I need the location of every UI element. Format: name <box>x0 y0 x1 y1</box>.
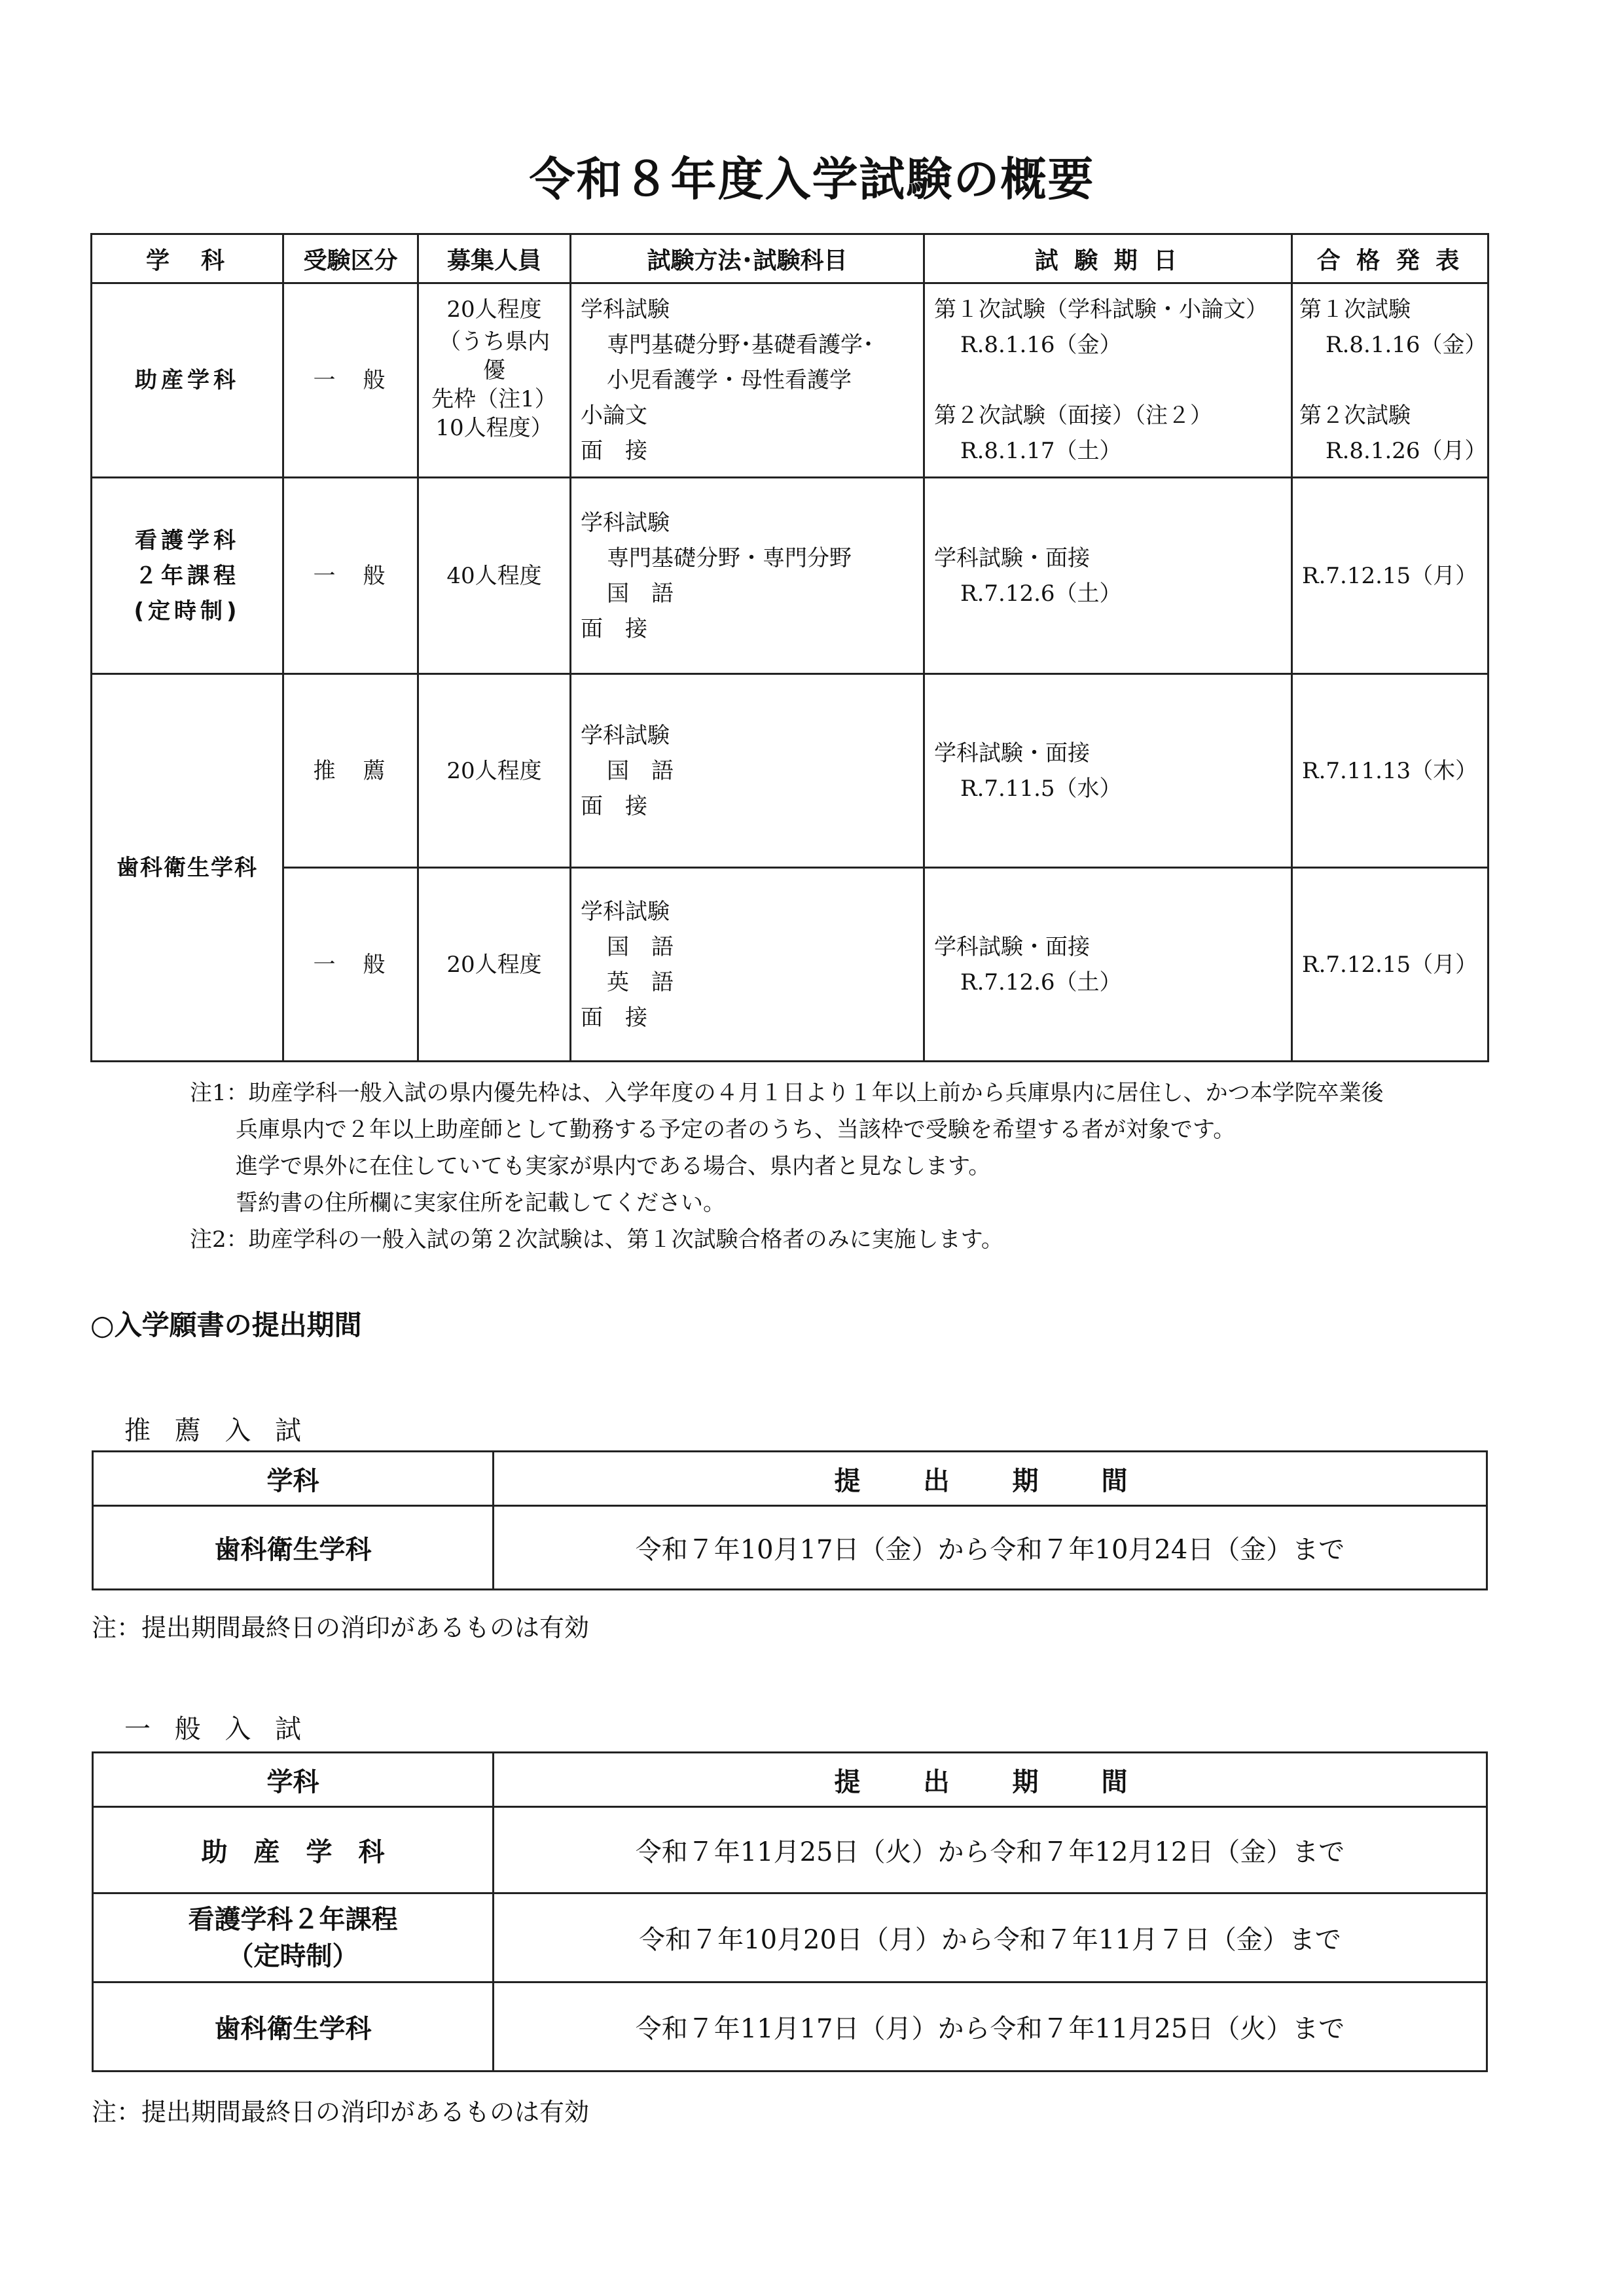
date-line: 第１次試験（学科試験・小論文） <box>934 296 1268 323</box>
general-period-table <box>92 1751 1488 2072</box>
period-cell: 令和７年11月25日（火）から令和７年12月12日（金）まで <box>494 1807 1487 1893</box>
table-row-nursing <box>92 478 1489 674</box>
table-row-midwifery <box>92 283 1489 478</box>
general-header-row <box>93 1753 1487 1807</box>
dept-cell <box>93 1893 494 1982</box>
exam-overview-table <box>90 233 1489 1062</box>
table-row <box>93 1893 1487 1982</box>
overview-notes <box>190 1075 1384 1258</box>
method-dental-general <box>571 868 924 1062</box>
date-line: R.7.11.5（水） <box>960 775 1122 802</box>
category-midwifery: 一 般 <box>283 283 418 478</box>
general-note: 注：提出期間最終日の消印があるものは有効 <box>92 2098 590 2126</box>
capacity-nursing: 40人程度 <box>418 478 571 674</box>
capacity-dental-general: 20人程度 <box>418 868 571 1062</box>
dates-dental-recommend <box>924 674 1292 868</box>
header-dept: 学 科 <box>92 234 283 283</box>
results-midwifery <box>1292 283 1489 478</box>
dept-midwifery: 助産学科 <box>92 283 283 478</box>
category-dental-recommend: 推 薦 <box>283 674 418 868</box>
dates-dental-general <box>924 868 1292 1062</box>
results-dental-general: R.7.12.15（月） <box>1292 868 1489 1062</box>
dept-cell: 歯科衛生学科 <box>93 1982 494 2072</box>
header-dates: 試 験 期 日 <box>924 234 1292 283</box>
results-nursing: R.7.12.15（月） <box>1292 478 1489 674</box>
dates-midwifery <box>924 283 1292 478</box>
method-midwifery <box>571 283 924 478</box>
header-dept: 学科 <box>93 1452 494 1506</box>
category-nursing: 一 般 <box>283 478 418 674</box>
date-line: 学科試験・面接 <box>934 740 1090 766</box>
result-line: 第１次試験 <box>1299 296 1411 323</box>
dept-line: 看護学科 <box>135 527 240 554</box>
table-row <box>93 1506 1487 1590</box>
dept-line: （定時制） <box>227 1941 359 1971</box>
note-line: 誓約書の住所欄に実家住所を記載してください。 <box>236 1190 725 1216</box>
date-line: R.8.1.17（土） <box>960 438 1122 464</box>
note-line: 注2：助産学科の一般入試の第２次試験は、第１次試験合格者のみに実施します。 <box>190 1227 1003 1253</box>
method-line: 国 語 <box>607 580 674 607</box>
date-line: R.7.12.6（土） <box>960 969 1122 996</box>
method-line: 学科試験 <box>581 722 670 749</box>
capacity-line: （うち県内優 <box>439 329 550 384</box>
result-line: R.8.1.16（金） <box>1326 332 1487 358</box>
spacer <box>934 363 1282 398</box>
note-line: 注1：助産学科一般入試の県内優先枠は、入学年度の４月１日より１年以上前から兵庫県内に居住し、かつ本学院卒業後 <box>190 1080 1384 1106</box>
method-line: 小児看護学・母性看護学 <box>607 367 852 393</box>
method-line: 専門基礎分野･基礎看護学･ <box>607 332 874 358</box>
header-dept: 学科 <box>93 1753 494 1807</box>
table-row <box>93 1982 1487 2072</box>
capacity-line: 先枠（注1） <box>431 386 557 412</box>
note-line: 進学で県外に在住していても実家が県内である場合、県内者と見なします。 <box>236 1153 991 1179</box>
header-period: 提 出 期 間 <box>494 1452 1487 1506</box>
method-nursing <box>571 478 924 674</box>
method-line: 国 語 <box>607 757 674 784</box>
period-cell: 令和７年10月20日（月）から令和７年11月７日（金）まで <box>494 1893 1487 1982</box>
date-line: R.7.12.6（土） <box>960 580 1122 607</box>
method-line: 面 接 <box>581 793 647 819</box>
dept-line: (定時制) <box>134 598 241 624</box>
date-line: 学科試験・面接 <box>934 545 1090 571</box>
table-row-dental-recommend <box>92 674 1489 868</box>
method-line: 学科試験 <box>581 509 670 536</box>
header-results: 合 格 発 表 <box>1292 234 1489 283</box>
method-line: 面 接 <box>581 1004 647 1031</box>
recommend-section-label: 推 薦 入 試 <box>124 1416 310 1446</box>
header-period: 提 出 期 間 <box>494 1753 1487 1807</box>
dept-cell: 歯科衛生学科 <box>93 1506 494 1590</box>
method-line: 面 接 <box>581 438 647 464</box>
category-dental-general: 一 般 <box>283 868 418 1062</box>
header-capacity: 募集人員 <box>418 234 571 283</box>
method-line: 英 語 <box>607 969 674 996</box>
method-line: 学科試験 <box>581 898 670 925</box>
period-cell: 令和７年10月17日（金）から令和７年10月24日（金）まで <box>494 1506 1487 1590</box>
table-row <box>93 1807 1487 1893</box>
result-line: 第２次試験 <box>1299 403 1411 429</box>
period-cell: 令和７年11月17日（月）から令和７年11月25日（火）まで <box>494 1982 1487 2072</box>
method-line: 専門基礎分野・専門分野 <box>607 545 852 571</box>
table-row-dental-general <box>92 868 1489 1062</box>
capacity-line: 20人程度 <box>446 296 542 323</box>
recommend-header-row <box>93 1452 1487 1506</box>
date-line: 学科試験・面接 <box>934 933 1090 960</box>
capacity-line: 10人程度） <box>435 415 553 441</box>
note-line: 兵庫県内で２年以上助産師として勤務する予定の者のうち、当該枠で受験を希望する者が対象です。 <box>236 1117 1236 1143</box>
dates-nursing <box>924 478 1292 674</box>
general-section-label: 一 般 入 試 <box>124 1714 310 1744</box>
application-heading: ○入学願書の提出期間 <box>90 1309 362 1341</box>
capacity-dental-recommend: 20人程度 <box>418 674 571 868</box>
dept-line: 看護学科２年課程 <box>188 1904 398 1935</box>
spacer <box>1299 363 1478 398</box>
recommend-period-table <box>92 1450 1488 1590</box>
method-dental-recommend <box>571 674 924 868</box>
overview-header-row <box>92 234 1489 283</box>
method-line: 国 語 <box>607 933 674 960</box>
dept-dental: 歯科衛生学科 <box>92 674 283 1062</box>
result-line: R.8.1.26（月） <box>1326 438 1487 464</box>
header-method: 試験方法･試験科目 <box>571 234 924 283</box>
method-line: 小論文 <box>581 403 647 429</box>
dept-cell: 助 産 学 科 <box>93 1807 494 1893</box>
method-line: 学科試験 <box>581 296 670 323</box>
results-dental-recommend: R.7.11.13（木） <box>1292 674 1489 868</box>
date-line: 第２次試験（面接）（注２） <box>934 403 1212 429</box>
method-line: 面 接 <box>581 615 647 642</box>
header-category: 受験区分 <box>283 234 418 283</box>
date-line: R.8.1.16（金） <box>960 332 1122 358</box>
dept-line: ２年課程 <box>135 562 240 589</box>
page-title: 令和８年度入学試験の概要 <box>529 152 1095 206</box>
dept-nursing <box>92 478 283 674</box>
recommend-note: 注：提出期間最終日の消印があるものは有効 <box>92 1613 590 1642</box>
capacity-midwifery <box>418 283 571 478</box>
